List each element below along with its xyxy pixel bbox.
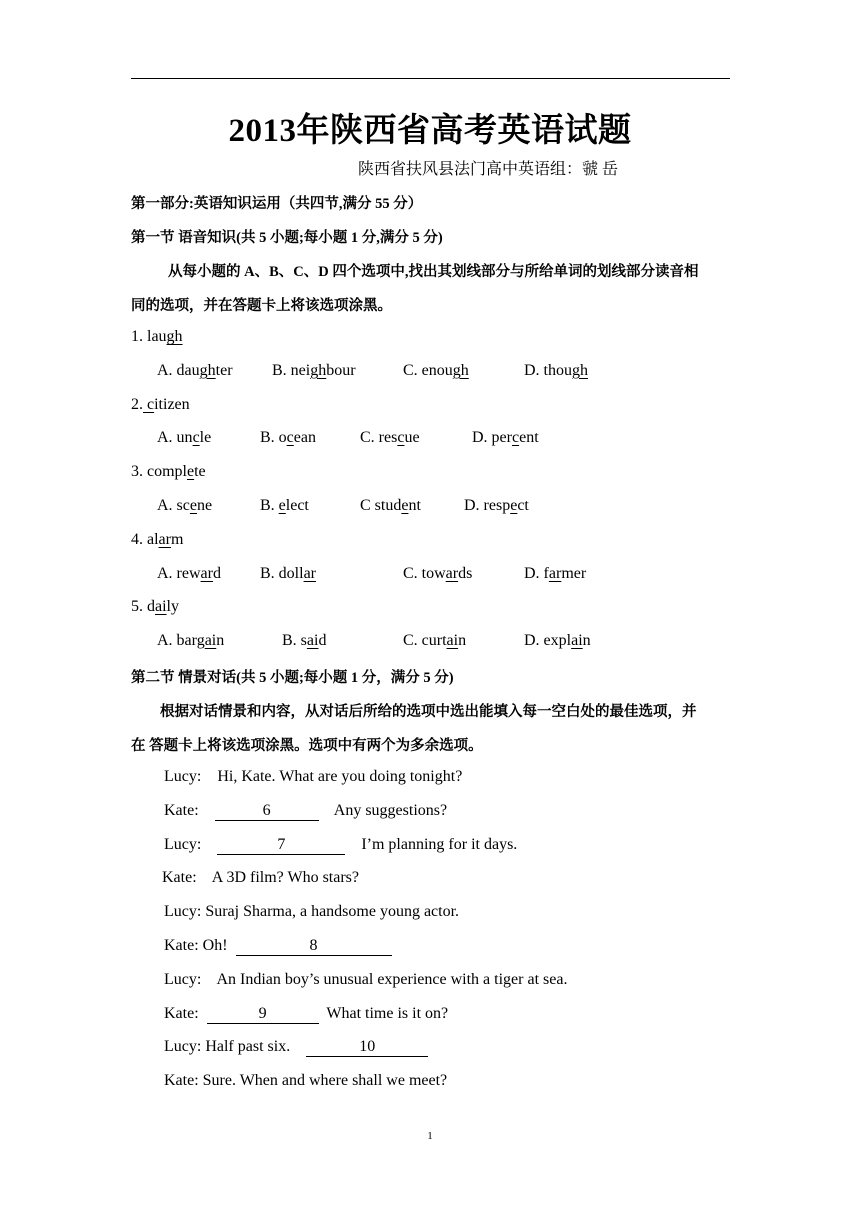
- answer-option: [360, 429, 420, 447]
- text-part: lect: [285, 497, 309, 514]
- underlined-part: gh: [199, 361, 216, 379]
- dialogue-line: [164, 802, 447, 821]
- answer-blank: 8: [236, 937, 392, 956]
- dialogue-text: What time is it on?: [318, 1004, 449, 1022]
- text-part: itizen: [154, 395, 190, 413]
- underlined-part: ar: [445, 564, 459, 582]
- answer-option: [524, 362, 588, 380]
- answer-option: [157, 362, 233, 380]
- text-part: C stud: [360, 497, 402, 514]
- underlined-part: ai: [306, 632, 319, 650]
- answer-option: [260, 565, 316, 583]
- text-part: ds: [458, 564, 473, 582]
- dialogue-text: Any suggestions?: [318, 801, 448, 819]
- text-part: ly: [166, 598, 179, 616]
- answer-option: [524, 632, 591, 650]
- underlined-part: c: [397, 429, 405, 447]
- text-part: n: [582, 632, 591, 650]
- dialogue-text: I’m planning for it days.: [345, 835, 518, 853]
- header-rule: [131, 78, 730, 79]
- text-part: A. un: [157, 429, 193, 447]
- text-part: ne: [197, 497, 213, 514]
- answer-option: [360, 497, 421, 515]
- author-line: 陕西省扶风县法门高中英语组：虢 岳: [358, 161, 619, 178]
- underlined-part: c: [286, 429, 294, 447]
- text-part: ct: [517, 497, 529, 514]
- text-part: B. s: [282, 632, 307, 650]
- underlined-part: gh: [166, 328, 183, 345]
- section1-instruction-line1: 从每小题的 A、B、C、D 四个选项中,找出其划线部分与所给单词的划线部分读音相: [168, 264, 699, 280]
- answer-option: [524, 565, 586, 583]
- answer-option: [403, 565, 472, 583]
- answer-option: [157, 565, 221, 583]
- text-part: D. expl: [524, 632, 572, 650]
- underlined-part: ai: [446, 632, 459, 650]
- text-part: 2.: [131, 395, 143, 413]
- dialogue-line: [164, 768, 462, 786]
- text-part: ue: [404, 429, 420, 447]
- question-stem: [131, 598, 179, 616]
- underlined-part: gh: [572, 361, 588, 379]
- answer-option: [472, 429, 539, 447]
- text-part: n: [458, 632, 467, 650]
- text-part: C. enou: [403, 361, 453, 379]
- text-part: B. doll: [260, 564, 304, 582]
- page-title: 2013年陕西省高考英语试题: [228, 113, 632, 149]
- question-stem: [131, 328, 183, 346]
- answer-option: [272, 362, 356, 380]
- section1-heading: 第一节 语音知识(共 5 小题;每小题 1 分,满分 5 分): [131, 230, 443, 246]
- underlined-part: ar: [303, 564, 316, 582]
- text-part: A. sc: [157, 497, 190, 514]
- text-part: D. thou: [524, 361, 572, 379]
- answer-option: [403, 632, 466, 650]
- text-part: B.: [260, 497, 279, 514]
- text-part: A. dau: [157, 361, 200, 379]
- answer-blank: 6: [215, 802, 319, 821]
- text-part: B. nei: [272, 361, 311, 379]
- answer-option: [403, 362, 469, 380]
- text-part: D. f: [524, 564, 549, 582]
- text-part: bour: [326, 361, 356, 379]
- text-part: 5. d: [131, 598, 155, 616]
- dialogue-text: Kate: Oh!: [164, 937, 236, 954]
- underlined-part: gh: [452, 361, 469, 379]
- text-part: ter: [215, 361, 233, 379]
- answer-blank: 9: [207, 1005, 319, 1024]
- text-part: C. curt: [403, 632, 447, 650]
- underlined-part: ai: [204, 632, 217, 650]
- text-part: A. rew: [157, 564, 201, 582]
- answer-option: [260, 429, 316, 447]
- section2-instruction-line2: 在 答题卡上将该选项涂黑。选项中有两个为多余选项。: [131, 738, 483, 754]
- underlined-part: c: [192, 429, 200, 447]
- dialogue-text: Kate:: [164, 1004, 207, 1022]
- underlined-part: e: [510, 497, 518, 514]
- dialogue-text: Kate: Sure. When and where shall we meet?: [164, 1072, 448, 1090]
- dialogue-line: [164, 937, 392, 956]
- text-part: te: [194, 463, 206, 481]
- dialogue-text: Kate:: [164, 801, 215, 819]
- underlined-part: gh: [310, 361, 327, 379]
- answer-option: [464, 497, 529, 515]
- dialogue-line: [164, 1072, 447, 1090]
- text-part: C. res: [360, 429, 398, 447]
- answer-option: [260, 497, 309, 515]
- underlined-part: e: [189, 497, 197, 514]
- dialogue-text: Lucy: Half past six.: [164, 1038, 307, 1056]
- underlined-part: ar: [158, 530, 171, 548]
- underlined-part: c: [143, 395, 155, 413]
- underlined-part: c: [511, 429, 520, 447]
- dialogue-line: [164, 836, 517, 855]
- text-part: ean: [293, 429, 316, 447]
- answer-blank: 7: [217, 836, 345, 855]
- dialogue-line: [164, 971, 567, 989]
- dialogue-text: Lucy: Hi, Kate. What are you doing tonight?: [164, 768, 463, 785]
- underlined-part: ar: [548, 564, 562, 582]
- text-part: B. o: [260, 429, 287, 447]
- answer-option: [157, 497, 212, 515]
- dialogue-line: [164, 1038, 428, 1057]
- question-stem: [131, 531, 183, 549]
- dialogue-line: [162, 869, 359, 887]
- section2-heading: 第二节 情景对话(共 5 小题;每小题 1 分，满分 5 分): [131, 670, 454, 686]
- text-part: le: [199, 429, 212, 447]
- text-part: 3. compl: [131, 463, 187, 481]
- text-part: ent: [519, 429, 539, 447]
- underlined-part: ai: [155, 598, 167, 616]
- text-part: D. per: [472, 429, 512, 447]
- text-part: d: [318, 632, 327, 650]
- text-part: 4. al: [131, 530, 159, 548]
- question-stem: [131, 463, 206, 481]
- question-stem: [131, 396, 190, 414]
- underlined-part: ai: [571, 632, 583, 650]
- part1-heading: 第一部分:英语知识运用（共四节,满分 55 分）: [131, 196, 423, 212]
- page-number: 1: [427, 1130, 433, 1142]
- text-part: D. resp: [464, 497, 511, 514]
- dialogue-line: [164, 903, 459, 921]
- section1-instruction-line2: 同的选项，并在答题卡上将该选项涂黑。: [131, 298, 392, 314]
- answer-blank: 10: [306, 1038, 428, 1057]
- answer-option: [157, 429, 211, 447]
- text-part: m: [170, 530, 184, 548]
- text-part: n: [216, 632, 225, 650]
- dialogue-line: [164, 1005, 448, 1024]
- underlined-part: e: [401, 497, 409, 514]
- underlined-part: ar: [200, 564, 213, 582]
- text-part: 1. lau: [131, 328, 167, 345]
- answer-option: [282, 632, 326, 650]
- underlined-part: e: [187, 463, 195, 481]
- underlined-part: e: [278, 497, 286, 514]
- text-part: d: [212, 564, 221, 582]
- dialogue-text: Lucy:: [164, 835, 218, 853]
- text-part: mer: [561, 564, 587, 582]
- dialogue-text: Lucy: Suraj Sharma, a handsome young actor.: [164, 903, 460, 921]
- dialogue-text: Kate: A 3D film? Who stars?: [162, 869, 359, 887]
- dialogue-text: Lucy: An Indian boy’s unusual experience with a tiger at sea.: [164, 970, 568, 988]
- section2-instruction-line1: 根据对话情景和内容，从对话后所给的选项中选出能填入每一空白处的最佳选项，并: [160, 704, 697, 720]
- text-part: A. barg: [157, 632, 205, 650]
- text-part: nt: [408, 497, 421, 514]
- answer-option: [157, 632, 224, 650]
- text-part: C. tow: [403, 564, 446, 582]
